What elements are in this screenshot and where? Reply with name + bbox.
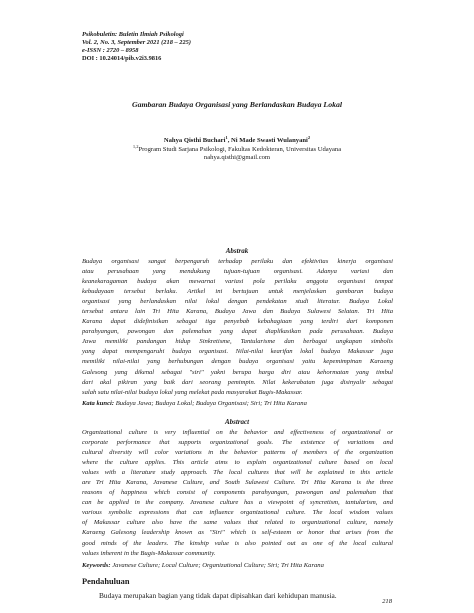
- abstract-keywords-text: Javanese Culture; Local Culture; Organizational Culture; Siri; Tri Hita Karana: [110, 562, 324, 569]
- paper-title: Gambaran Budaya Organisasi yang Berlandaskan Budaya Lokal: [131, 100, 343, 109]
- abstrak-line: Karana dapat didefinisikan sebagai tiga penyebab kebahagiaan yang terdiri dari komponen: [82, 318, 393, 326]
- abstract-line: reasons of happiness which consist of components parahyangan, pawongan and palemahan that: [82, 489, 393, 497]
- affiliation-line: [0, 143, 474, 154]
- affiliation-sup: 1,2: [132, 143, 139, 149]
- affiliation-text: Program Studi Sarjana Psikologi, Fakultas Kedokteran, Universitas Udayana: [138, 146, 342, 153]
- journal-eissn: e-ISSN : 2720 – 8958: [82, 47, 139, 55]
- abstrak-line: atau perusahaan yang mendukung tujuan-tujuan organisasi. Adanya variasi dan: [82, 268, 393, 276]
- abstrak-line: Jawa memiliki pandangan hidup Sinkretisme, Tantularisme dan berbagai ungkapan simbolis: [82, 338, 393, 346]
- author-line: [0, 134, 474, 144]
- author-2-sup: 2: [307, 134, 311, 140]
- abstract-line: Karaeng Galesong leadership known as "Siri" which is self-esteem or honor that arises from the: [82, 529, 393, 537]
- abstract-line: are Tri Hita Karana, Javanese Culture, and South Sulawesi Culture. Tri Hita Karana is the three: [82, 479, 393, 487]
- abstrak-paragraph: [82, 257, 393, 398]
- abstrak-line: organisasi yang berlandaskan nilai lokal dengan pendekatan studi literatur. Budaya Lokal: [82, 298, 393, 306]
- abstrak-keywords-text: Budaya Jawa; Budaya Lokal; Budaya Organisasi; Siri; Tri Hita Karana: [114, 400, 307, 407]
- abstract-line: can be applied in the company. Javanese culture has a viewpoint of syncretism, tantularism, and: [82, 499, 393, 507]
- page-number: 218: [382, 598, 392, 605]
- abstract-keywords-label: Keywords:: [82, 562, 111, 569]
- abstract-line: of Makassar culture also have the same values that related to organizational culture, namely: [82, 519, 393, 527]
- author-1: Nahya Qisthi Buchari: [163, 137, 226, 144]
- author-email: nahya.qisthi@gmail.com: [203, 154, 271, 162]
- abstrak-line: tersebut antara lain Tri Hita Karana, Budaya Jawa dan Budaya Sulawesi Selatan. Tri Hita: [82, 308, 393, 316]
- abstract-line: where the culture applies. This article aims to explain organizational culture based on local: [82, 459, 393, 467]
- abstrak-keywords: [82, 400, 393, 407]
- body-first-line: Budaya merupakan bagian yang tidak dapat dipisahkan dari kehidupan manusia.: [99, 591, 337, 600]
- author-separator: ,: [227, 137, 231, 144]
- journal-name: Psikobuletin: Buletin Ilmiah Psikologi: [82, 31, 184, 38]
- abstrak-line: kebudayaan tersebut berlaku. Artikel ini bertujuan untuk menjelaskan gambaran budaya: [82, 288, 393, 296]
- abstract-paragraph: [82, 428, 393, 559]
- journal-header: [82, 31, 191, 63]
- abstract-line: good minds of the leaders. The kinship value is also pointed out as one of the local cultural: [82, 539, 393, 547]
- abstract-line: values inherent in the Bugis-Makassar community.: [82, 549, 216, 557]
- abstract-heading: Abstract: [224, 418, 250, 426]
- abstrak-line: dari akal pikiran yang baik dari seorang pemimpin. Nilai kekerabatan juga disinyalir sebagai: [82, 378, 393, 386]
- affiliation: [0, 143, 474, 163]
- abstract-line: various symbolic expressions that can influence organizational culture. The local wisdom values: [82, 509, 393, 517]
- abstrak-line: keanekaragaman budaya akan mewarnai variasi pola perilaku anggota organisasi tempat: [82, 278, 393, 286]
- abstrak-line: yang dapat mempengaruhi budaya organisasi. Nilai-nilai kearifan lokal budaya Makassar juga: [82, 348, 393, 356]
- abstract-line: cultural diversity will color variations in the behavior patterns of members of the organization: [82, 449, 393, 457]
- abstrak-line: parahyangan, pawongan dan palemahan yang dapat diaplikasikan pada perusahaan. Budaya: [82, 328, 393, 336]
- abstrak-line: memiliki nilai-nilai yang berhubungan dengan budaya organisasi yaitu kepemimpinan Karaeng: [82, 358, 393, 366]
- author-2: Ni Made Swasti Wulanyani: [230, 137, 308, 144]
- journal-volume: Vol. 2, No. 3, September 2021 (218 – 225): [82, 39, 191, 47]
- abstrak-line: salah satu nilai-nilai budaya lokal yang melekat pada masyarakat Bugis-Makassar.: [82, 388, 303, 396]
- author-1-sup: 1: [225, 134, 228, 140]
- abstract-keywords: [82, 562, 393, 569]
- abstrak-line: Galesong yang dikenal sebagai "siri" yakni berupa harga diri atau kehormatan yang timbul: [82, 368, 393, 376]
- abstract-line: values with a literature study approach. The local cultures that will be explained in this article: [82, 469, 393, 477]
- journal-doi: DOI : 10.24014/pib.v2i3.9816: [82, 55, 162, 63]
- abstrak-heading: Abstrak: [225, 247, 249, 255]
- abstrak-line: Budaya organisasi sangat berpengaruh terhadap perilaku dan efektivitas kinerja organisasi: [82, 258, 393, 265]
- section-heading: Pendahuluan: [82, 577, 130, 586]
- abstrak-keywords-label: Kata kunci:: [82, 400, 115, 407]
- abstract-line: Organizational culture is very influential on the behavior and effectiveness of organizational or: [82, 429, 393, 436]
- abstract-line: corporate performance that supports organizational goals. The existence of variations and: [82, 439, 393, 447]
